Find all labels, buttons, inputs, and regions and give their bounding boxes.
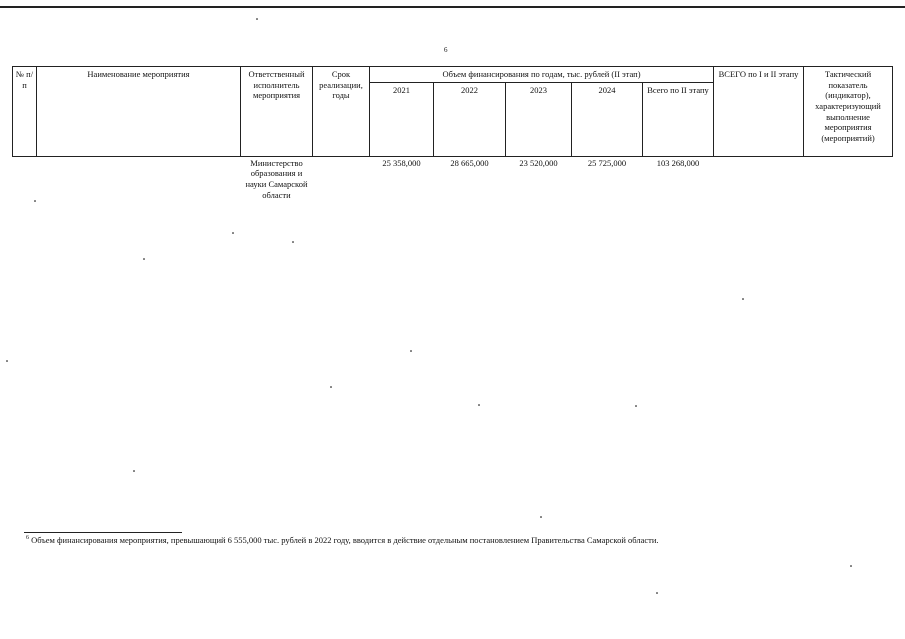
header-year-2021: 2021 [370,82,434,156]
cell-2022: 28 665,000 [450,157,489,168]
header-indicator: Тактический показатель (индикатор), характеризующий выполнение мероприятия (мероприятий) [804,67,893,157]
cell-2024: 25 725,000 [587,157,627,168]
header-term: Срок реализации, годы [313,67,370,157]
cell-num [13,156,37,201]
header-num: № п/п [13,67,37,157]
scan-speck [6,360,8,362]
header-total-stage2: Всего по II этапу [643,82,714,156]
scan-speck [143,258,145,260]
cell-total-all [714,156,804,201]
scan-speck [133,470,135,472]
header-year-2024: 2024 [572,82,643,156]
cell-indicator [804,156,893,201]
cell-executor: Министерство образования и науки Самарской области [245,157,308,200]
scan-speck [256,18,258,20]
cell-name [37,156,241,201]
header-year-2023: 2023 [506,82,572,156]
footnote-marker: 6 [26,535,29,542]
cell-2023: 23 520,000 [519,157,558,168]
funding-table [12,66,893,201]
table-row [13,156,893,201]
footnote-text: Объем финансирования мероприятия, превышающий 6 555,000 тыс. рублей в 2022 году, вводится в действие отдельным постановлением Правительства Самарской области. [31,535,659,545]
top-border-line [0,6,905,8]
scan-speck [635,405,637,407]
cell-2021: 25 358,000 [382,157,421,168]
header-total-all: ВСЕГО по I и II этапу [714,67,804,157]
header-year-2022: 2022 [434,82,506,156]
cell-term [313,156,370,201]
footnote [26,535,659,545]
cell-total-stage2: 103 268,000 [656,157,700,168]
scan-speck [540,516,542,518]
header-funding-group: Объем финансирования по годам, тыс. рублей (II этап) [370,67,714,83]
scan-speck [742,298,744,300]
footnote-divider [24,532,182,533]
scan-speck [232,232,234,234]
scan-speck [656,592,658,594]
scan-speck [478,404,480,406]
header-executor: Ответственный исполнитель мероприятия [241,67,313,157]
scan-speck [410,350,412,352]
scan-speck [850,565,852,567]
scan-speck [330,386,332,388]
page-footnote-marker: 6 [444,46,448,54]
scan-speck [34,200,36,202]
header-name: Наименование мероприятия [37,67,241,157]
scan-speck [292,241,294,243]
